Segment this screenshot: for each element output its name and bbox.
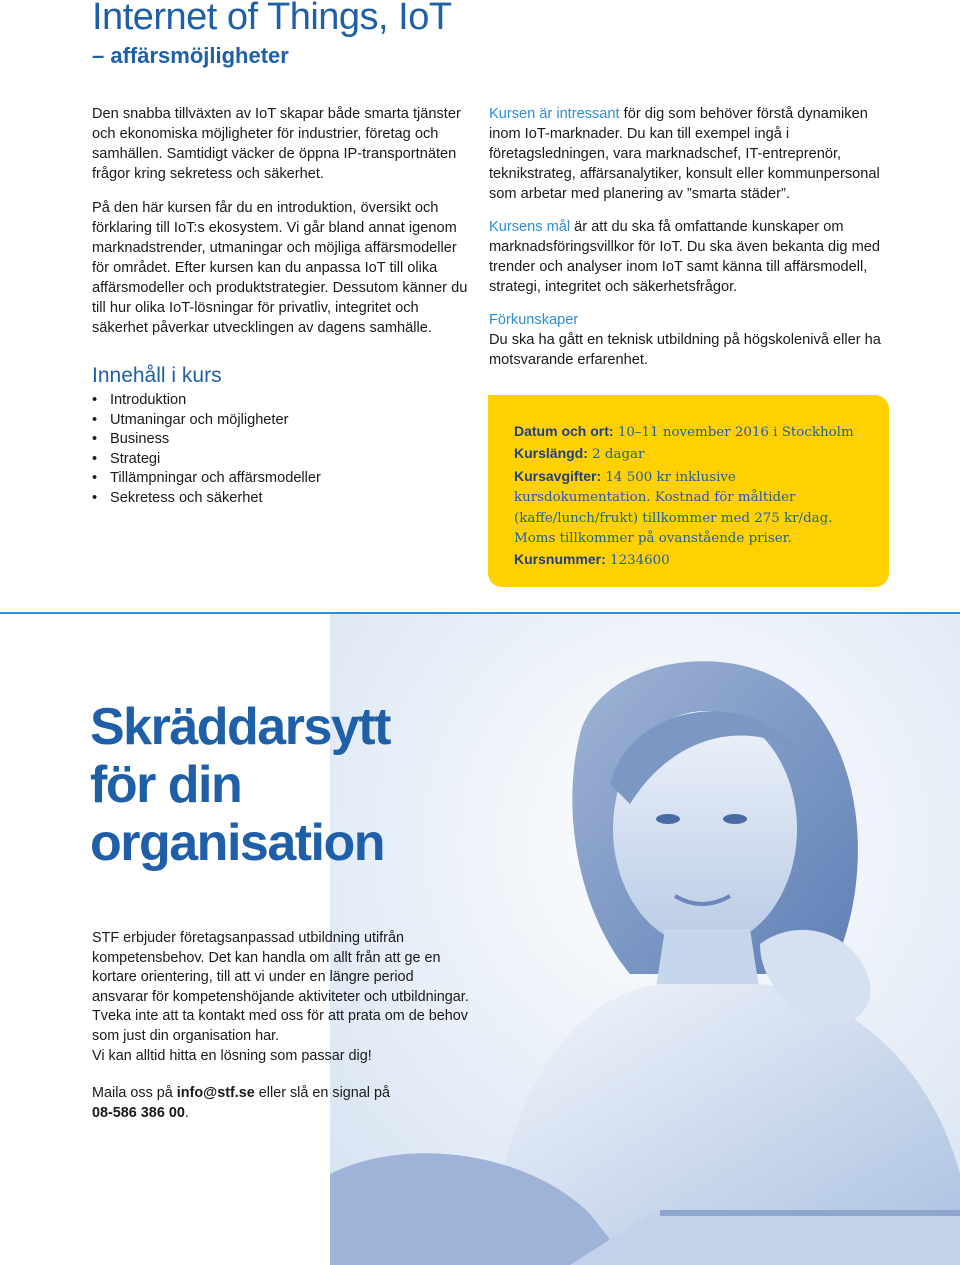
- tailored-heading-line-1: Skräddarsytt: [90, 698, 390, 756]
- list-item: • Tillämpningar och affärsmodeller: [92, 469, 321, 489]
- course-details: [489, 104, 884, 370]
- list-item: • Sekretess och säkerhet: [92, 489, 321, 509]
- fee-value: 14 500 kr inklusive kursdokumentation. Kostnad för måltider (kaffe/lunch/frukt) tillkommer med 275 kr/dag. Moms tillkommer på ovanstående priser.: [514, 469, 833, 547]
- contact-paragraph: [92, 1084, 472, 1123]
- email-link[interactable]: info@stf.se: [176, 1085, 255, 1101]
- contents-list: [92, 391, 321, 508]
- prerequisites-text: Du ska ha gått en teknisk utbildning på högskolenivå eller ha motsvarande erfarenhet.: [489, 332, 881, 368]
- prerequisites-heading: Förkunskaper: [489, 312, 579, 328]
- list-item: • Introduktion: [92, 391, 321, 411]
- goal-text: är att du ska få omfattande kunskaper om marknadsföringsvillkor för IoT. Du ska även bekanta dig med trender och analyser inom IoT samt känna till affärsmodell, strategi, integritet och säkerhetsfrågor.: [489, 219, 880, 295]
- audience-paragraph: [489, 104, 884, 204]
- tailored-body: STF erbjuder företagsanpassad utbildning utifrån kompetensbehov. Det kan handla om allt från att ge en kortare orientering, till att vi under en längre period ansvarar för kompetenshöjande aktiviteter och utbildningar. Tveka inte att ta kontakt med oss för att prata om de behov som just din organisation har.: [92, 930, 469, 1044]
- goal-paragraph: [489, 217, 884, 297]
- length-value: 2 dagar: [587, 447, 645, 463]
- contact-middle: eller slå en signal på: [254, 1085, 390, 1101]
- course-number-line: [514, 549, 864, 571]
- contact-section: [92, 1084, 472, 1123]
- contact-prefix: Maila oss på: [92, 1085, 177, 1101]
- length-label: Kurslängd:: [514, 445, 588, 462]
- course-info-box: [488, 395, 889, 587]
- tailored-paragraph: [92, 929, 472, 1066]
- page-subtitle: – affärsmöjligheter: [92, 43, 289, 68]
- intro-paragraph-1: Den snabba tillväxten av IoT skapar både smarta tjänster och ekonomiska möjligheter för industrier, företag och samhällen. Samtidigt väcker de öppna IP-transportnäten frågor kring sekretess och säkerhet.: [92, 106, 461, 182]
- fee-label: Kursavgifter:: [514, 467, 602, 484]
- intro-section: [92, 104, 477, 338]
- length-line: [514, 443, 864, 465]
- course-number-value: 1234600: [605, 553, 670, 569]
- list-item: • Business: [92, 430, 321, 450]
- course-number-label: Kursnummer:: [514, 551, 606, 568]
- prerequisites-paragraph: [489, 310, 884, 370]
- intro-paragraph-2: På den här kursen får du en introduktion, översikt och förklaring till IoT:s ekosystem. Vi går bland annat igenom marknadstrender, utmaningar och möjliga affärsmodeller för området. Efter kursen kan du anpassa IoT till olika affärsmodeller och produktstrategier. Dessutom känner du till hur olika IoT-lösningar för privatliv, integritet och säkerhet påverkar utvecklingen av dagens samhälle.: [92, 200, 468, 336]
- tailored-heading-line-2: för din: [90, 756, 242, 814]
- list-item: • Utmaningar och möjligheter: [92, 411, 321, 431]
- date-value: 10–11 november 2016 i Stockholm: [613, 425, 854, 440]
- date-label: Datum och ort:: [514, 423, 614, 439]
- phone-suffix: .: [184, 1104, 189, 1121]
- list-item: • Strategi: [92, 450, 321, 470]
- tailored-heading: [90, 698, 390, 872]
- audience-lead: Kursen är intressant: [489, 106, 620, 122]
- audience-text: för dig som behöver förstå dynamiken inom IoT-marknader. Du kan till exempel ingå i företagsledningen, vara marknadschef, IT-entreprenör, teknikstrateg, affärsanalytiker, konsult eller kommunpersonal som arbetar med planering av ”smarta städer”.: [489, 106, 880, 202]
- tailored-closing: Vi kan alltid hitta en lösning som passar dig!: [92, 1047, 372, 1064]
- tailored-text: [92, 929, 472, 1066]
- fee-line: [514, 466, 864, 550]
- page-title: Internet of Things, IoT: [92, 0, 452, 38]
- phone-number[interactable]: 08-586 386 00: [92, 1104, 185, 1121]
- tailored-heading-line-3: organisation: [90, 814, 385, 872]
- goal-lead: Kursens mål: [489, 219, 571, 235]
- date-line: [514, 421, 864, 443]
- contents-heading: Innehåll i kurs: [92, 364, 222, 387]
